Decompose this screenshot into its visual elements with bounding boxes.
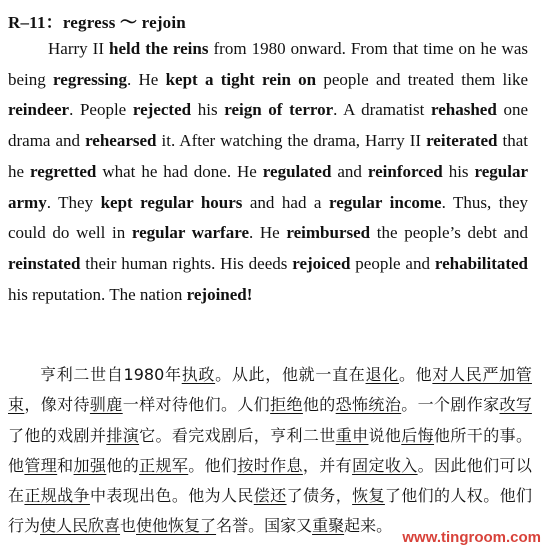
english-keyword: reindeer xyxy=(8,100,70,120)
english-keyword: rejected xyxy=(132,100,192,120)
chinese-keyword: 管理 xyxy=(24,455,58,475)
chinese-keyword: 改写 xyxy=(499,395,532,415)
chinese-text-run: 他的 xyxy=(106,455,140,475)
chinese-text-run: 一样对待他们。人们 xyxy=(122,395,271,415)
chinese-text-run: 。他 xyxy=(398,365,433,384)
chinese-keyword: 重聚 xyxy=(312,516,345,536)
chinese-keyword: 驯鹿 xyxy=(89,395,123,415)
section-heading: R–11：regress ～ rejoin xyxy=(8,13,186,32)
english-keyword: reign of terror xyxy=(224,100,334,120)
chinese-text-run: ，并有 xyxy=(302,455,353,475)
chinese-keyword: 固定收入 xyxy=(352,455,418,475)
chinese-keyword: 后悔 xyxy=(401,425,435,445)
english-keyword: rehashed xyxy=(431,100,497,120)
english-text-run: that he xyxy=(8,131,528,181)
english-keyword: regular income xyxy=(328,192,442,212)
english-text-run: their human rights. His deeds xyxy=(80,253,293,273)
chinese-passage xyxy=(8,360,532,542)
english-keyword: held the reins xyxy=(109,39,209,58)
chinese-keyword: 排演 xyxy=(106,425,140,445)
site-watermark: www.tingroom.com xyxy=(402,529,541,546)
english-text-run: his xyxy=(191,100,225,120)
english-keyword: regular warfare xyxy=(131,223,249,243)
chinese-keyword: 加强 xyxy=(73,455,107,475)
chinese-text-run: 了他的戏剧并 xyxy=(8,425,107,445)
english-keyword: reinstated xyxy=(8,253,81,273)
english-text-run: . They xyxy=(46,192,101,212)
english-text-run: one drama and xyxy=(8,100,528,151)
english-text-run: . People xyxy=(69,100,133,120)
english-text-run: . A dramatist xyxy=(333,100,431,120)
english-keyword: regulated xyxy=(262,161,332,181)
chinese-text-run: 和 xyxy=(57,455,74,475)
english-paragraph xyxy=(8,34,528,310)
english-text-run: people and treated them like xyxy=(316,69,528,89)
chinese-keyword: 重申 xyxy=(335,425,369,445)
chinese-text-run: ，像对待 xyxy=(24,395,90,415)
english-text-run: his reputation. The nation xyxy=(8,284,187,304)
english-text-run: what he had done. He xyxy=(96,161,263,181)
chinese-keyword: 正规战争 xyxy=(24,486,90,506)
chinese-text-run: 名誉。国家又 xyxy=(216,516,313,536)
chinese-text-run: 。一个剧作家 xyxy=(401,395,500,415)
chinese-text-run: 。从此，他就一直在 xyxy=(215,365,366,384)
chinese-paragraph xyxy=(8,360,532,542)
english-keyword: rejoined xyxy=(186,284,247,304)
chinese-keyword: 偿还 xyxy=(253,486,287,506)
english-keyword: rehabilitated xyxy=(434,253,529,273)
chinese-keyword: 使他恢复了 xyxy=(136,516,217,536)
english-text-run: and had a xyxy=(242,192,329,212)
english-keyword: rehearsed xyxy=(85,131,157,151)
chinese-keyword: 恢复 xyxy=(352,486,385,506)
english-text-run: Harry II xyxy=(48,39,110,58)
chinese-text-run: 也 xyxy=(120,516,137,536)
chinese-text-run: 。因此他们可以在 xyxy=(8,455,532,506)
chinese-text-run: 。他们 xyxy=(188,455,238,475)
chinese-keyword: 正规军 xyxy=(139,455,189,475)
english-text-run: it. After watching the drama, Harry II xyxy=(156,131,427,151)
english-text-run: . He xyxy=(249,223,287,243)
english-keyword: kept a tight rein on xyxy=(165,69,317,89)
english-text-run: people and xyxy=(350,253,435,273)
chinese-text-run: 了他们的人权。他们行为 xyxy=(8,486,532,536)
english-text-run: and xyxy=(331,161,368,181)
chinese-text-run: 说他 xyxy=(368,425,402,445)
english-text-run: . Thus, they could do well in xyxy=(8,192,528,243)
chinese-text-run: 他的 xyxy=(302,395,336,415)
english-keyword: reimbursed xyxy=(286,223,371,243)
chinese-text-run: 它。看完戏剧后，亨利二世 xyxy=(139,425,336,445)
english-text-run: from 1980 onward. From that time on he was being xyxy=(8,39,528,89)
english-text-run: the people’s debt and xyxy=(370,223,528,243)
chinese-keyword: 退化 xyxy=(365,365,399,384)
chinese-keyword: 执政 xyxy=(181,365,216,384)
english-keyword: ! xyxy=(246,284,253,304)
chinese-keyword: 对人民严加管束 xyxy=(8,365,532,415)
chinese-keyword: 按时作息 xyxy=(237,455,303,475)
chinese-keyword: 恐怖统治 xyxy=(335,395,402,415)
english-keyword: reiterated xyxy=(426,131,498,151)
english-text-run: his xyxy=(442,161,475,181)
chinese-keyword: 使人民欣喜 xyxy=(40,516,121,536)
english-keyword: rejoiced xyxy=(292,253,351,273)
chinese-text-run: 起来。 xyxy=(344,516,393,536)
chinese-text-run: 亨利二世自1980年 xyxy=(40,365,182,384)
chinese-text-run: 了债务， xyxy=(286,486,353,506)
english-keyword: regressing xyxy=(53,69,128,89)
chinese-text-run: 中表现出色。他为人民 xyxy=(89,486,254,506)
english-keyword: reinforced xyxy=(367,161,443,181)
english-keyword: regular army xyxy=(8,161,529,212)
english-text-run: . He xyxy=(127,69,166,89)
english-passage xyxy=(8,34,528,310)
english-keyword: kept regular hours xyxy=(100,192,243,212)
chinese-keyword: 拒绝 xyxy=(270,395,303,415)
english-keyword: regretted xyxy=(30,161,97,181)
chinese-text-run: 他所干的事。他 xyxy=(8,425,532,475)
